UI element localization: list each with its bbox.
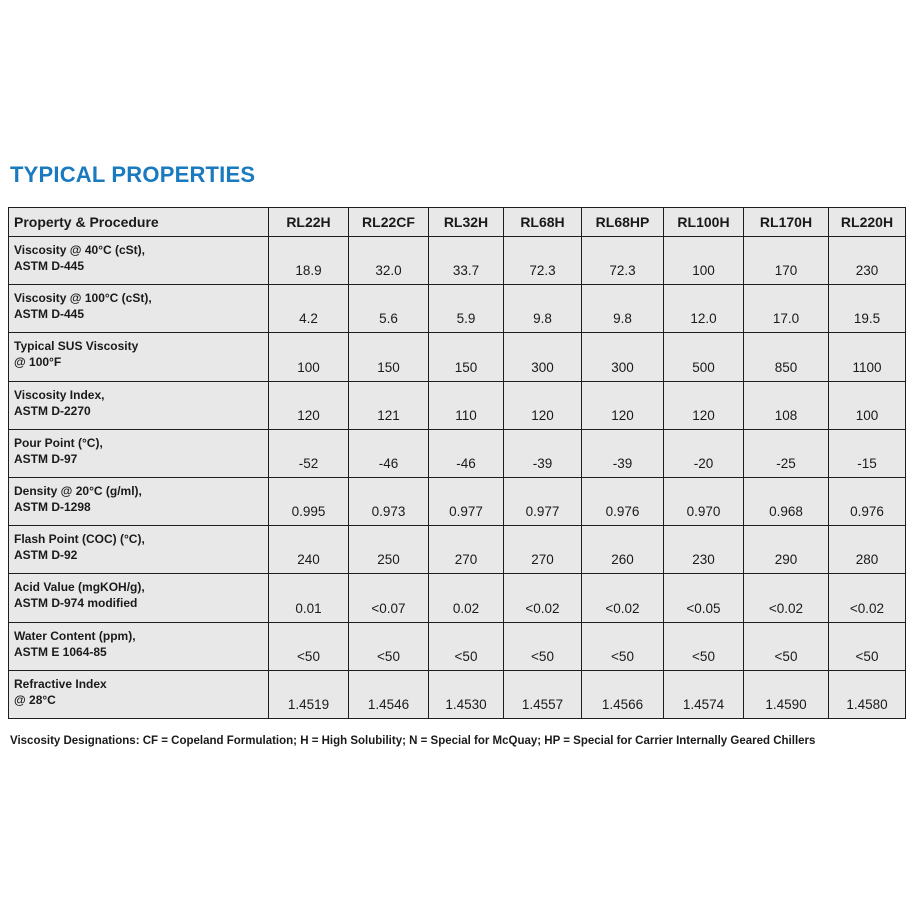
value-cell: 300 [504,333,582,381]
column-header: RL22H [269,208,349,237]
page-title: TYPICAL PROPERTIES [10,162,256,187]
property-procedure: @ 28°C [14,692,56,707]
value-cell: 280 [829,526,906,574]
value-cell: -52 [269,429,349,477]
property-cell [9,429,269,477]
value-cell: 12.0 [664,285,744,333]
value-cell: 1.4580 [829,670,906,718]
value-cell: 5.6 [349,285,429,333]
property-name: Refractive Index [14,676,107,691]
value-cell: 300 [582,333,664,381]
value-cell: 0.976 [829,477,906,525]
property-name: Viscosity @ 40°C (cSt), [14,243,145,257]
table-row [9,526,906,574]
property-name: Density @ 20°C (g/ml), [14,483,142,498]
value-cell: 0.973 [349,477,429,525]
value-cell: <0.02 [582,574,664,622]
value-cell: <0.02 [829,574,906,622]
value-cell: -46 [429,429,504,477]
value-cell: 500 [664,333,744,381]
value-cell: 850 [744,333,829,381]
value-cell: 1.4546 [349,670,429,718]
column-header: RL100H [664,208,744,237]
value-cell: <0.02 [504,574,582,622]
property-procedure: ASTM D-97 [14,451,78,466]
value-cell: 100 [664,237,744,285]
value-cell: 4.2 [269,285,349,333]
value-cell: -39 [582,429,664,477]
value-cell: 150 [349,333,429,381]
value-cell: 150 [429,333,504,381]
property-cell [9,670,269,718]
value-cell: 1.4566 [582,670,664,718]
property-procedure: ASTM D-2270 [14,403,91,418]
value-cell: 1.4574 [664,670,744,718]
value-cell: 0.977 [504,477,582,525]
table-row [9,477,906,525]
value-cell: 290 [744,526,829,574]
value-cell: -20 [664,429,744,477]
value-cell: 1.4519 [269,670,349,718]
value-cell: 270 [429,526,504,574]
table-row [9,622,906,670]
column-header: RL68HP [582,208,664,237]
property-name: Pour Point (°C), [14,435,103,450]
property-cell [9,237,269,285]
value-cell: 32.0 [349,237,429,285]
value-cell: 100 [269,333,349,381]
value-cell: -15 [829,429,906,477]
value-cell: <50 [664,622,744,670]
value-cell: 0.968 [744,477,829,525]
value-cell: <50 [744,622,829,670]
value-cell: 120 [269,381,349,429]
column-header: RL22CF [349,208,429,237]
value-cell: -39 [504,429,582,477]
table-row [9,237,906,285]
value-cell: 240 [269,526,349,574]
property-cell [9,333,269,381]
property-procedure: ASTM D-92 [14,548,78,563]
value-cell: 230 [664,526,744,574]
property-name: Flash Point (COC) (°C), [14,532,145,547]
value-cell: <50 [269,622,349,670]
property-cell [9,477,269,525]
value-cell: 250 [349,526,429,574]
property-procedure: ASTM E 1064-85 [14,644,107,659]
header-row [9,208,906,237]
table-row [9,670,906,718]
property-name: Water Content (ppm), [14,628,136,643]
footnote: Viscosity Designations: CF = Copeland Formulation; H = High Solubility; N = Special for McQuay; HP = Special for Carrier Internally Geared Chillers [10,735,816,747]
value-cell: -46 [349,429,429,477]
property-name: Typical SUS Viscosity [14,339,139,354]
property-cell [9,622,269,670]
value-cell: 0.970 [664,477,744,525]
property-cell [9,285,269,333]
value-cell: <50 [504,622,582,670]
properties-table [8,207,906,719]
table-row [9,285,906,333]
property-procedure: ASTM D-445 [14,259,85,273]
value-cell: 120 [504,381,582,429]
property-procedure: ASTM D-445 [14,307,85,322]
value-cell: <50 [349,622,429,670]
value-cell: 17.0 [744,285,829,333]
value-cell: 0.977 [429,477,504,525]
value-cell: 170 [744,237,829,285]
column-header: RL32H [429,208,504,237]
value-cell: <50 [582,622,664,670]
value-cell: 1.4557 [504,670,582,718]
value-cell: 1.4530 [429,670,504,718]
value-cell: <0.07 [349,574,429,622]
value-cell: 120 [582,381,664,429]
value-cell: 72.3 [582,237,664,285]
property-name: Acid Value (mgKOH/g), [14,580,145,595]
value-cell: 0.995 [269,477,349,525]
value-cell: 108 [744,381,829,429]
value-cell: 270 [504,526,582,574]
value-cell: 110 [429,381,504,429]
property-procedure: ASTM D-974 modified [14,596,138,611]
value-cell: 1.4590 [744,670,829,718]
value-cell: 260 [582,526,664,574]
value-cell: <50 [829,622,906,670]
value-cell: 18.9 [269,237,349,285]
property-cell [9,381,269,429]
property-cell [9,526,269,574]
value-cell: 0.01 [269,574,349,622]
value-cell: 9.8 [582,285,664,333]
value-cell: 19.5 [829,285,906,333]
value-cell: 0.02 [429,574,504,622]
value-cell: 230 [829,237,906,285]
header-property: Property & Procedure [9,208,269,237]
value-cell: <0.02 [744,574,829,622]
property-name: Viscosity Index, [14,387,105,402]
value-cell: 9.8 [504,285,582,333]
property-procedure: @ 100°F [14,355,62,370]
value-cell: <0.05 [664,574,744,622]
value-cell: 0.976 [582,477,664,525]
table-row [9,574,906,622]
value-cell: 72.3 [504,237,582,285]
value-cell: 100 [829,381,906,429]
table-row [9,333,906,381]
column-header: RL170H [744,208,829,237]
value-cell: 5.9 [429,285,504,333]
table-row [9,429,906,477]
column-header: RL68H [504,208,582,237]
value-cell: -25 [744,429,829,477]
value-cell: 1100 [829,333,906,381]
property-name: Viscosity @ 100°C (cSt), [14,291,152,306]
value-cell: 120 [664,381,744,429]
property-cell [9,574,269,622]
value-cell: 121 [349,381,429,429]
table-row [9,381,906,429]
value-cell: 33.7 [429,237,504,285]
value-cell: <50 [429,622,504,670]
column-header: RL220H [829,208,906,237]
property-procedure: ASTM D-1298 [14,499,91,514]
